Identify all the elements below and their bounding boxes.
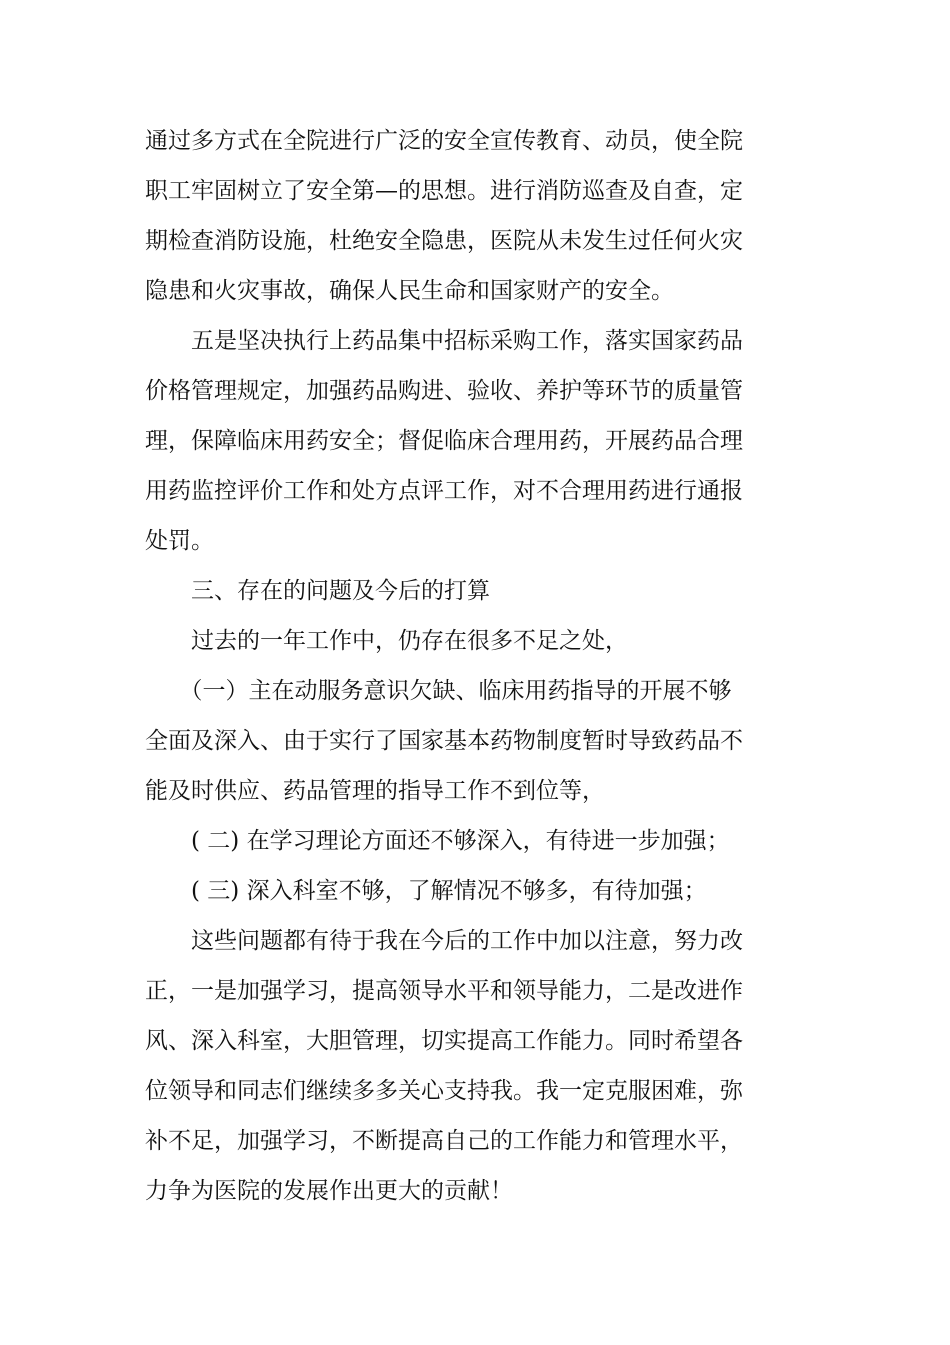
section-heading-problems (145, 566, 745, 616)
text-line: 价格管理规定，加强药品购进、验收、养护等环节的质量管 (145, 378, 743, 404)
text-line: 处罚。 (145, 528, 214, 554)
text-line: 风、深入科室，大胆管理，切实提高工作能力。同时希望各 (145, 1028, 743, 1054)
text-line: 五是坚决执行上药品集中招标采购工作，落实国家药品 (145, 328, 743, 354)
text-line: 全面及深入、由于实行了国家基本药物制度暂时导致药品不 (145, 728, 743, 754)
text-line: 职工牢固树立了安全第—的思想。进行消防巡查及自查，定 (145, 178, 743, 204)
text-line: 期检查消防设施，杜绝安全隐患，医院从未发生过任何火灾 (145, 228, 743, 254)
section-heading: 三、存在的问题及今后的打算 (145, 578, 490, 604)
paragraph-item-two (145, 816, 745, 866)
text-line: 力争为医院的发展作出更大的贡献！ (145, 1178, 513, 1204)
document-body (145, 116, 745, 1216)
text-line: ( 三) 深入科室不够，了解情况不够多，有待加强； (145, 878, 707, 904)
text-line: 理，保障临床用药安全；督促临床合理用药，开展药品合理 (145, 428, 743, 454)
text-line: 能及时供应、药品管理的指导工作不到位等， (145, 778, 605, 804)
paragraph-drug-procurement (145, 316, 745, 566)
paragraph-conclusion (145, 916, 745, 1216)
text-line: ( 二) 在学习理论方面还不够深入，有待进一步加强； (145, 828, 730, 854)
text-line: 这些问题都有待于我在今后的工作中加以注意，努力改 (145, 928, 743, 954)
paragraph-item-three (145, 866, 745, 916)
paragraph-item-one (145, 666, 745, 816)
text-line: 通过多方式在全院进行广泛的安全宣传教育、动员，使全院 (145, 128, 743, 154)
text-line: 正，一是加强学习，提高领导水平和领导能力，二是改进作 (145, 978, 743, 1004)
text-line: 过去的一年工作中，仍存在很多不足之处， (145, 628, 628, 654)
text-line: （一）主在动服务意识欠缺、临床用药指导的开展不够 (145, 678, 732, 704)
text-line: 位领导和同志们继续多多关心支持我。我一定克服困难，弥 (145, 1078, 743, 1104)
paragraph-safety-education (145, 116, 745, 316)
text-line: 补不足，加强学习，不断提高自己的工作能力和管理水平， (145, 1128, 743, 1154)
text-line: 用药监控评价工作和处方点评工作，对不合理用药进行通报 (145, 478, 743, 504)
text-line: 隐患和火灾事故，确保人民生命和国家财产的安全。 (145, 278, 674, 304)
paragraph-shortcomings-intro (145, 616, 745, 666)
